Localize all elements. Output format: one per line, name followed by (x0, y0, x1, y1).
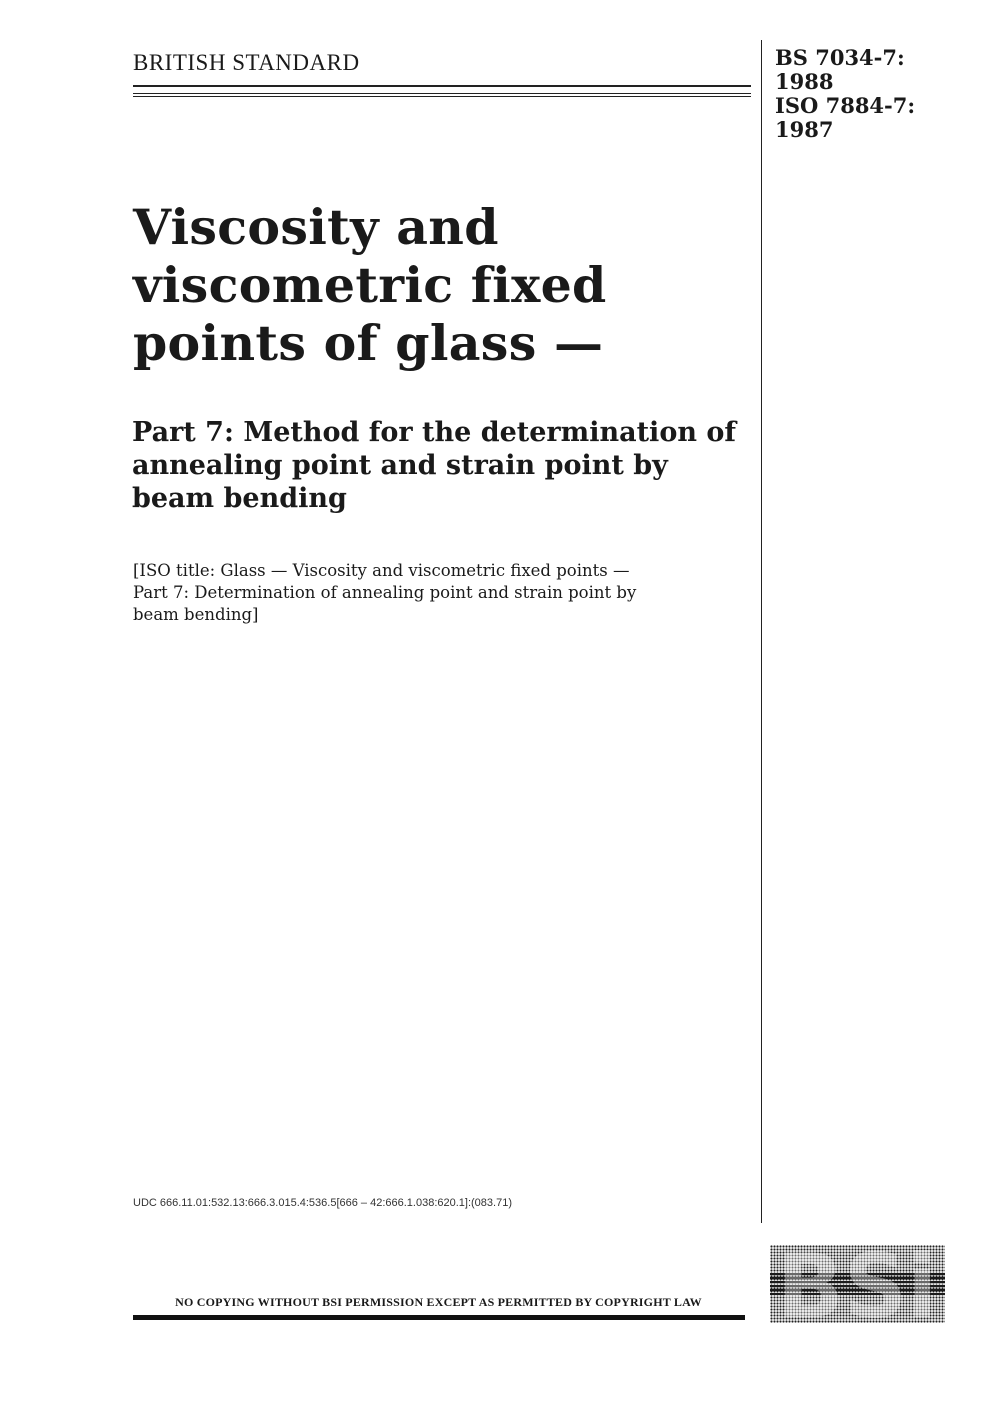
document-title (133, 198, 743, 372)
header-rule (133, 85, 751, 99)
part-title-line: beam bending (132, 483, 347, 514)
title-line: points of glass — (133, 314, 604, 372)
standard-type-label: BRITISH STANDARD (133, 50, 360, 75)
iso-title-line: beam bending] (133, 605, 259, 624)
bsi-logo (770, 1245, 945, 1323)
iso-number: ISO 7884-7: (775, 93, 916, 118)
bsi-logo-text: BSi (776, 1245, 938, 1323)
standard-numbers (775, 46, 915, 142)
copyright-notice: NO COPYING WITHOUT BSI PERMISSION EXCEPT AS PERMITTED BY COPYRIGHT LAW (175, 1295, 702, 1309)
iso-title-line: [ISO title: Glass — Viscosity and viscometric fixed points — (133, 561, 630, 580)
iso-year: 1987 (775, 117, 834, 142)
iso-title (133, 560, 743, 626)
udc-classification: UDC 666.11.01:532.13:666.3.015.4:536.5[666 – 42:666.1.038:620.1]:(083.71) (133, 1197, 512, 1209)
bs-year: 1988 (775, 69, 834, 94)
part-title-line: annealing point and strain point by (132, 450, 668, 481)
bs-number: BS 7034-7: (775, 45, 905, 70)
part-title-line: Part 7: Method for the determination of (132, 417, 736, 448)
footer-rule (133, 1315, 745, 1320)
title-line: viscometric fixed (133, 256, 607, 314)
vertical-divider (761, 40, 762, 1223)
iso-title-line: Part 7: Determination of annealing point and strain point by (133, 583, 637, 602)
title-line: Viscosity and (133, 198, 499, 256)
part-title (132, 416, 762, 515)
